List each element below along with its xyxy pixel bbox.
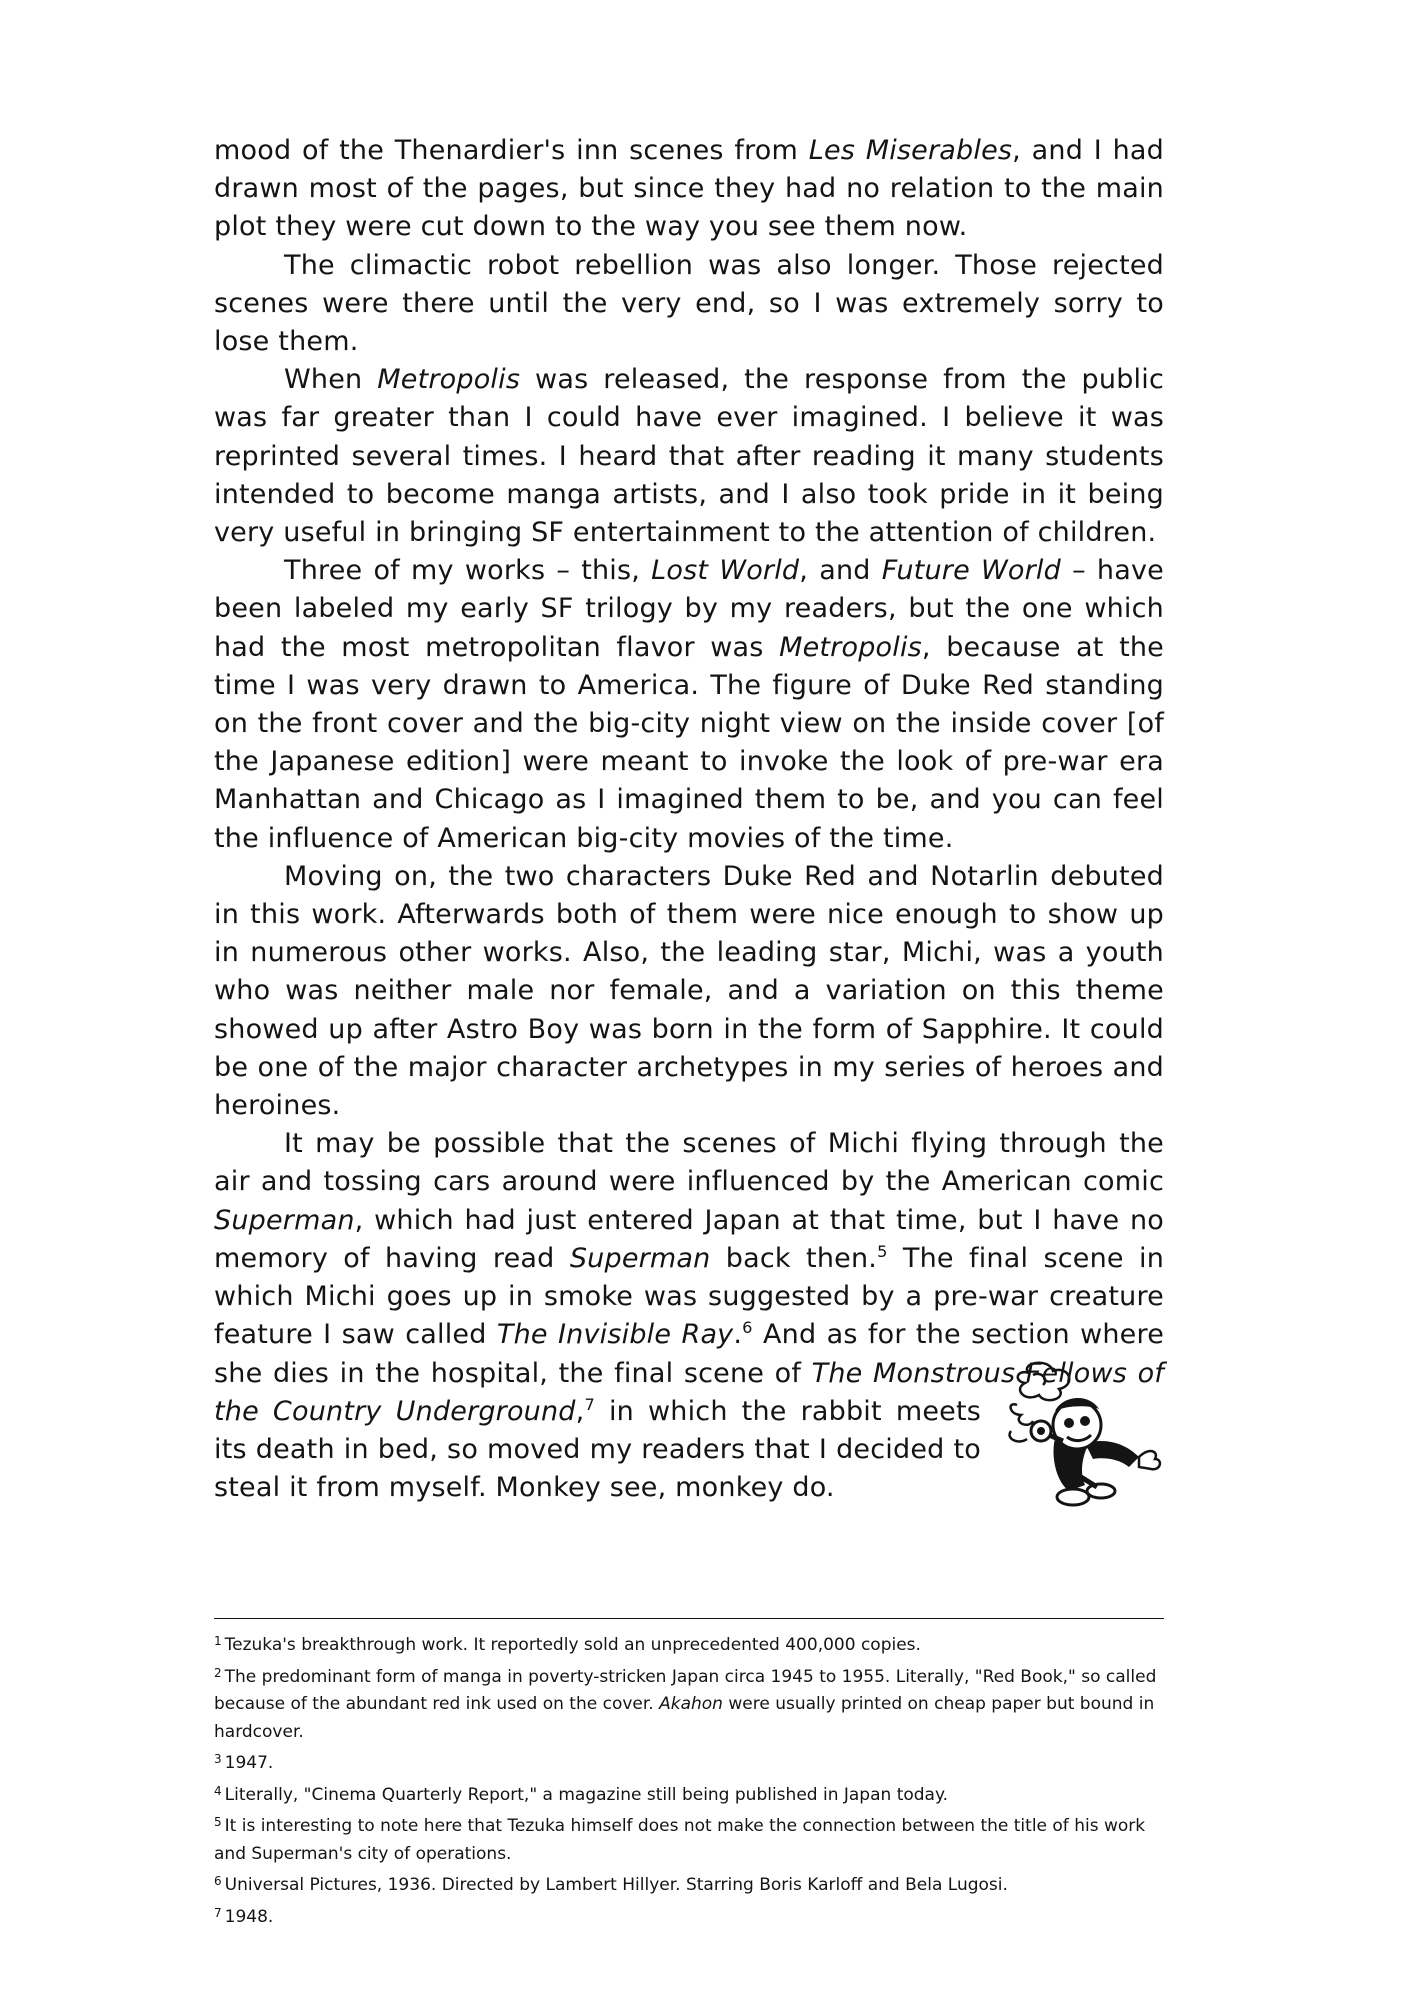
footnote-4: $^4$ Literally, "Cinema Quarterly Report," a magazine still being published in Japan today. [214,1783,949,1805]
title-superman: Superman [214,1204,355,1236]
paragraph-6: It may be possible that the scenes of Michi flying through the air and tossing cars around were influenced by the American comic Superman, which had just entered Japan at that time, but I have no memory of having read Superman back then.$^5$ The final scene in which Michi goes up in smoke was suggested by a pre-war creature feature I saw called The Invisible Ray.$^6$ And as for the section where she dies in the hospital, the final scene of The Monstrous Fellows of the Country Underground,$^7$ in which the rabbit meets its death in bed, so moved my readers that I decided to steal it from myself. Monkey see, monkey do. [214,1125,1164,1507]
title-invisible-ray: The Invisible Ray [496,1319,734,1351]
title-metropolis-2: Metropolis [779,631,922,663]
footnote-ref-6[interactable]: 6 [742,1318,753,1338]
paragraph-1: mood of the Thenardier's inn scenes from Les Miserables, and I had drawn most of the pages, but since they had no relation to the main plot they were cut down to the way you see them now. [214,135,1164,243]
footnote-3: $^3$ 1947. [214,1752,274,1773]
footnote-5: $^5$ It is interesting to note here that Tezuka himself does not make the connection between the title of his work and Superman's city of operations. [214,1815,1146,1864]
footnote-2: $^2$ The predominant form of manga in poverty-stricken Japan circa 1945 to 1955. Literally, "Red Book," so called because of the abundant red ink used on the cover. Akahon were usually printed on cheap paper but bound in hardcover. [214,1665,1157,1742]
paragraph-4: Three of my works – this, Lost World, and Future World – have been labeled my early SF trilogy by my readers, but the one which had the most metropolitan flavor was Metropolis, because at the time I was very drawn to America. The figure of Duke Red standing on the front cover and the big-city night view on the inside cover [of the Japanese edition] were meant to invoke the look of pre-war era Manhattan and Chicago as I imagined them to be, and you can feel the influence of American big-city movies of the time. [214,555,1164,854]
paragraph-5: Moving on, the two characters Duke Red and Notarlin debuted in this work. Afterwards both of them were nice enough to show up in numerous other works. Also, the leading star, Michi, was a youth who was neither male nor female, and a variation on this theme showed up after Astro Boy was born in the form of Sapphire. It could be one of the major character archetypes in my series of heroes and heroines. [214,860,1164,1122]
title-les-miserables: Les Miserables [808,135,1013,166]
footnote-6: $^6$ Universal Pictures, 1936. Directed by Lambert Hillyer. Starring Boris Karloff and Bela Lugosi. [214,1874,1008,1895]
footnote-ref-7[interactable]: 7 [584,1394,595,1414]
term-akahon: Akahon [659,1694,723,1714]
footnote-ref-5[interactable]: 5 [877,1241,888,1261]
footnote-divider [214,1618,1164,1619]
title-future-world: Future World [881,555,1061,587]
footnotes [214,1628,1164,1931]
paragraph-2: The climactic robot rebellion was also longer. Those rejected scenes were there until the very end, so I was extremely sorry to lose them. [214,249,1164,358]
footnote-7: $^7$ 1948. [214,1905,274,1927]
title-metropolis: Metropolis [377,364,521,396]
paragraph-3: When Metropolis was released, the response from the public was far greater than I could have ever imagined. I believe it was reprinted several times. I heard that after reading it many students intended to become manga artists, and I also took pride in it being very useful in bringing SF entertainment to the attention of children. [214,364,1164,549]
title-superman-2: Superman [569,1242,711,1274]
footnote-1: $^1$ Tezuka's breakthrough work. It reportedly sold an unprecedented 400,000 copies. [214,1634,921,1655]
title-lost-world: Lost World [651,555,800,587]
title-monstrous-fellows: The Monstrous Fellows of the Country Underground [214,1357,1164,1427]
main-text [214,132,1164,1509]
